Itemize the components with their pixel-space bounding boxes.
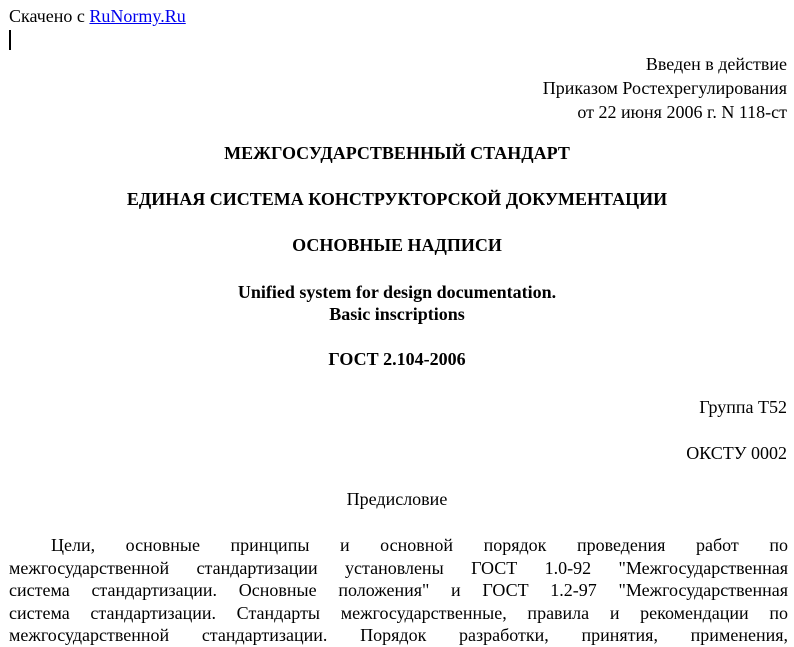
system-heading: ЕДИНАЯ СИСТЕМА КОНСТРУКТОРСКОЙ ДОКУМЕНТАЦИИ <box>126 189 668 209</box>
enactment-line-3: от 22 июня 2006 г. N 118-ст <box>577 102 787 122</box>
interstate-standard-heading: МЕЖГОСУДАРСТВЕННЫЙ СТАНДАРТ <box>224 143 570 163</box>
text-cursor <box>9 30 11 50</box>
runormy-link[interactable]: RuNormy.Ru <box>89 6 186 26</box>
source-prefix: Скачено с <box>9 6 85 26</box>
preface-paragraph <box>9 534 788 647</box>
group-label: Группа Т52 <box>699 397 787 417</box>
paragraph-line: Цели, основные принципы и основной порядок проведения работ по <box>51 535 788 555</box>
english-title <box>0 281 794 325</box>
english-title-line-1: Unified system for design documentation. <box>237 282 557 302</box>
standard-code: ГОСТ 2.104-2006 <box>328 349 466 369</box>
english-title-line-2: Basic inscriptions <box>329 304 465 324</box>
paragraph-line: система стандартизации. Стандарты межгосударственные, правила и рекомендации по <box>9 602 788 623</box>
source-line <box>9 5 186 27</box>
paragraph-line: система стандартизации. Основные положения" и ГОСТ 1.2-97 "Межгосударственная <box>9 580 788 601</box>
preface-heading: Предисловие <box>346 489 448 509</box>
enactment-block <box>543 52 787 124</box>
paragraph-line: межгосударственной стандартизации. Порядок разработки, принятия, применения, <box>9 625 788 646</box>
subject-heading: ОСНОВНЫЕ НАДПИСИ <box>292 235 502 255</box>
paragraph-line: межгосударственной стандартизации установлены ГОСТ 1.0-92 "Межгосударственная <box>9 557 788 578</box>
okstu-label: ОКСТУ 0002 <box>686 443 787 463</box>
enactment-line-1: Введен в действие <box>645 54 787 74</box>
enactment-line-2: Приказом Ростехрегулирования <box>542 78 787 98</box>
